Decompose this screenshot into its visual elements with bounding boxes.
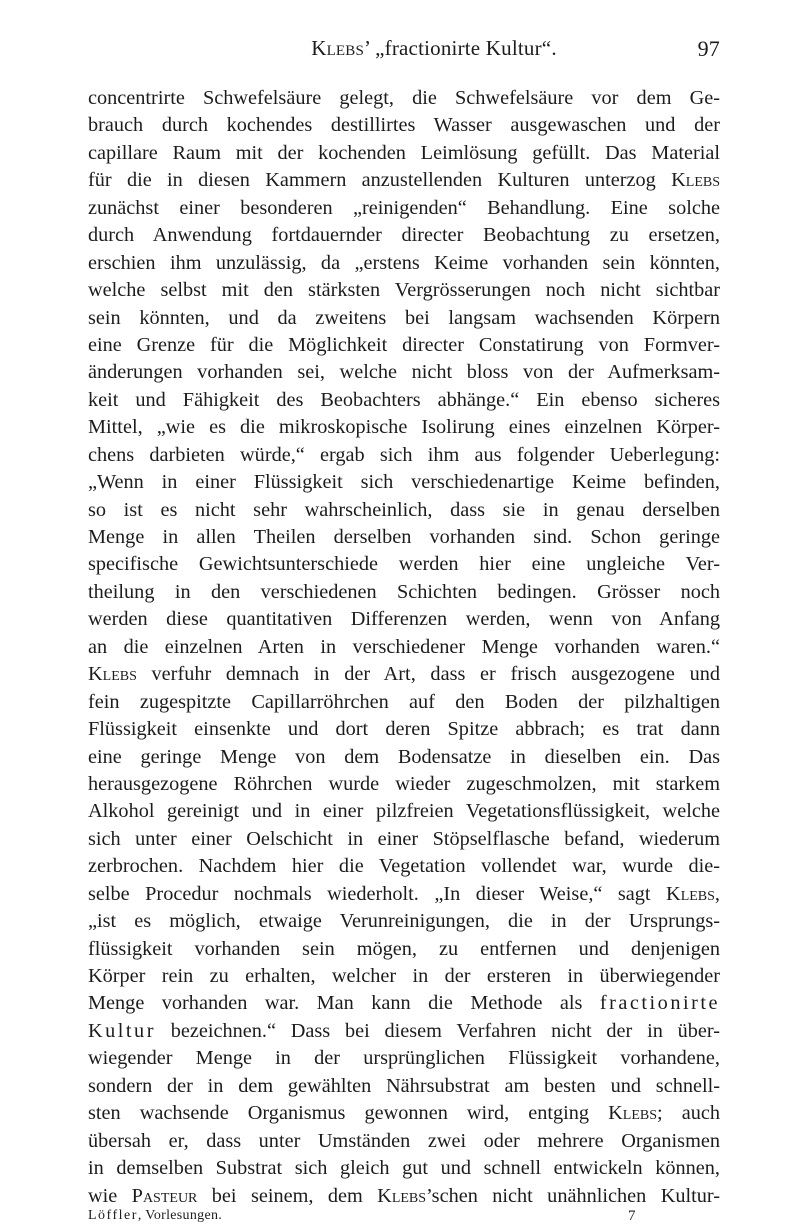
text-line: fein zugespitzte Capillarröhrchen auf den Boden der pilzhaltigen (88, 690, 720, 713)
text-line: wie Pasteur bei seinem, dem Klebs’schen nicht unähnlichen Kultur- (88, 1184, 720, 1207)
body-text (88, 85, 720, 1210)
text-line: keit und Fähigkeit des Beobachters abhänge.“ Ein ebenso sicheres (88, 388, 720, 411)
page-number: 97 (697, 36, 720, 61)
text-line: capillare Raum mit der kochenden Leimlösung gefüllt. Das Material (88, 141, 720, 164)
page-footer (88, 1208, 720, 1228)
text-line: chens darbieten würde,“ ergab sich ihm aus folgender Ueberlegung: (88, 443, 720, 466)
text-line: Körper rein zu erhalten, welcher in der ersteren in überwiegender (88, 965, 720, 987)
text-line: wiegender Menge in der ursprünglichen Flüssigkeit vorhandene, (88, 1047, 720, 1070)
text-line: theilung in den verschiedenen Schichten bedingen. Grösser noch (88, 580, 720, 603)
text-line: Flüssigkeit einsenkte und dort deren Spitze abbrach; es trat dann (88, 718, 720, 741)
running-head (88, 36, 720, 66)
text-line: concentrirte Schwefelsäure gelegt, die Schwefelsäure vor dem Ge- (88, 87, 720, 109)
text-line: durch Anwendung fortdauernder directer Beobachtung zu ersetzen, (88, 224, 720, 247)
text-line: „Wenn in einer Flüssigkeit sich verschiedenartige Keime befinden, (88, 471, 720, 494)
text-line: an die einzelnen Arten in verschiedener Menge vorhanden waren.“ (88, 635, 720, 658)
text-line: brauch durch kochendes destillirtes Wasser ausgewaschen und der (88, 114, 720, 137)
text-line: Menge vorhanden war. Man kann die Methode als fractionirte (88, 992, 720, 1015)
text-line: werden diese quantitativen Differenzen werden, wenn von Anfang (88, 608, 720, 631)
text-line: selbe Procedur nochmals wiederholt. „In dieser Weise,“ sagt Klebs, (88, 882, 720, 905)
text-line: änderungen vorhanden sei, welche nicht bloss von der Aufmerksam- (88, 361, 720, 384)
text-line: in demselben Substrat sich gleich gut und schnell entwickeln können, (88, 1157, 720, 1180)
text-line: so ist es nicht sehr wahrscheinlich, dass sie in genau derselben (88, 498, 720, 521)
text-line: Klebs verfuhr demnach in der Art, dass er frisch ausgezogene und (88, 663, 720, 686)
text-line: eine geringe Menge von dem Bodensatze in dieselben ein. Das (88, 745, 720, 768)
book-page (88, 36, 720, 1228)
text-line: für die in diesen Kammern anzustellenden Kulturen unterzog Klebs (88, 169, 720, 192)
text-line: erschien ihm unzulässig, da „erstens Keime vorhanden sein könnten, (88, 251, 720, 274)
text-line: sein könnten, und da zweitens bei langsam wachsenden Körpern (88, 306, 720, 329)
text-line: Menge in allen Theilen derselben vorhanden sind. Schon geringe (88, 526, 720, 548)
text-line: zunächst einer besonderen „reinigenden“ Behandlung. Eine solche (88, 196, 720, 219)
sheet-number: 7 (628, 1207, 636, 1224)
text-line: „ist es möglich, etwaige Verunreinigungen, die in der Ursprungs- (88, 910, 720, 933)
text-line: welche selbst mit den stärksten Vergrösserungen noch nicht sichtbar (88, 279, 720, 302)
text-line: specifische Gewichtsunterschiede werden hier eine ungleiche Ver- (88, 553, 720, 576)
text-line: sondern der in dem gewählten Nährsubstrat am besten und schnell- (88, 1074, 720, 1097)
text-line: eine Grenze für die Möglichkeit directer Constatirung von Formver- (88, 333, 720, 356)
text-line: Alkohol gereinigt und in einer pilzfreien Vegetationsflüssigkeit, welche (88, 800, 720, 823)
text-line: übersah er, dass unter Umständen zwei oder mehrere Organismen (88, 1129, 720, 1152)
text-line: Mittel, „wie es die mikroskopische Isolirung eines einzelnen Körper- (88, 416, 720, 439)
text-line: sten wachsende Organismus gewonnen wird, entging Klebs; auch (88, 1102, 720, 1125)
text-line: sich unter einer Oelschicht in einer Stöpselflasche befand, wiederum (88, 827, 720, 850)
running-title: Klebs’ „fractionirte Kultur“. (311, 36, 557, 60)
text-line: herausgezogene Röhrchen wurde wieder zugeschmolzen, mit starkem (88, 772, 720, 795)
text-line: zerbrochen. Nachdem hier die Vegetation vollendet war, wurde die- (88, 855, 720, 878)
printer-signature: Löffler, Vorlesungen. (88, 1207, 223, 1223)
text-line: Kultur bezeichnen.“ Dass bei diesem Verfahren nicht der in über- (88, 1019, 720, 1042)
text-line: flüssigkeit vorhanden sein mögen, zu entfernen und denjenigen (88, 937, 720, 960)
